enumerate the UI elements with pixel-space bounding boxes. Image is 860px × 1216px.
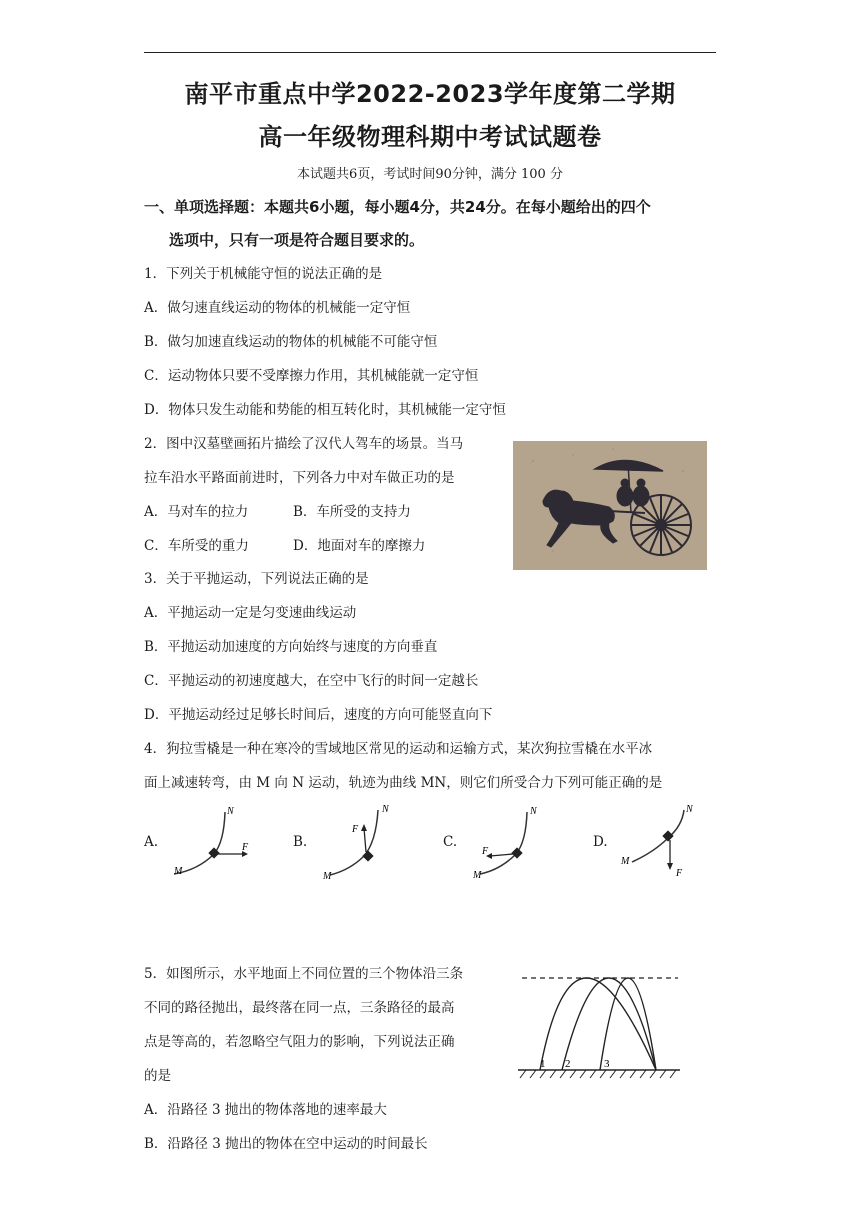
q2-stem-2: 拉车沿水平路面前进时，下列各力中对车做正功的是	[144, 470, 455, 486]
path-label-2: 2	[565, 1058, 571, 1070]
section-heading-cont: 选项中，只有一项是符合题目要求的。	[169, 231, 425, 249]
label-n: N	[382, 804, 389, 815]
path-label-3: 3	[604, 1058, 610, 1070]
q4-option-c-figure	[470, 802, 560, 882]
q5-option-b: B．沿路径 3 抛出的物体在空中运动的时间最长	[144, 1136, 428, 1152]
q2-stem-1: 2．图中汉墓壁画拓片描绘了汉代人驾车的场景。当马	[144, 436, 464, 452]
q3-option-c: C．平抛运动的初速度越大，在空中飞行的时间一定越长	[144, 673, 479, 689]
q1-option-b: B．做匀加速直线运动的物体的机械能不可能守恒	[144, 334, 438, 350]
label-m: M	[621, 856, 630, 867]
q1-option-c: C．运动物体只要不受摩擦力作用，其机械能就一定守恒	[144, 368, 479, 384]
q5-option-a: A．沿路径 3 抛出的物体落地的速率最大	[144, 1102, 387, 1118]
q5-stem-1: 5．如图所示，水平地面上不同位置的三个物体沿三条	[144, 966, 464, 982]
q4-option-d-label: D.	[593, 834, 608, 850]
q4-option-b-figure	[320, 800, 410, 885]
q4-stem-1: 4．狗拉雪橇是一种在寒冷的雪域地区常见的运动和运输方式，某次狗拉雪橇在水平冰	[144, 741, 653, 757]
header-rule	[144, 52, 716, 53]
q2-option-d: D．地面对车的摩擦力	[293, 538, 426, 554]
q4-option-c-label: C.	[443, 834, 458, 850]
label-m: M	[323, 871, 332, 882]
exam-title: 南平市重点中学2022-2023学年度第二学期	[184, 80, 676, 108]
q4-option-a-figure	[168, 802, 258, 882]
chariot-illustration	[513, 441, 707, 570]
q3-option-d: D．平抛运动经过足够长时间后，速度的方向可能竖直向下	[144, 707, 493, 723]
q4-option-b-label: B.	[293, 834, 308, 850]
label-f: F	[352, 824, 359, 835]
exam-subtitle-title: 高一年级物理科期中考试试题卷	[258, 123, 602, 151]
q4-option-a-label: A.	[144, 834, 159, 850]
q5-trajectory-figure	[514, 966, 684, 1082]
label-n: N	[530, 806, 537, 817]
label-m: M	[473, 870, 482, 881]
q2-option-c: C．车所受的重力	[144, 538, 249, 554]
label-f: F	[482, 846, 489, 857]
q1-option-d: D．物体只发生动能和势能的相互转化时，其机械能一定守恒	[144, 402, 506, 418]
q1-option-a: A．做匀速直线运动的物体的机械能一定守恒	[144, 300, 411, 316]
label-f: F	[676, 868, 683, 879]
q4-option-d-figure	[618, 800, 698, 885]
q5-stem-3: 点是等高的，若忽略空气阻力的影响，下列说法正确	[144, 1034, 455, 1050]
q2-option-a: A．马对车的拉力	[144, 504, 249, 520]
label-f: F	[242, 842, 249, 853]
q2-option-b: B．车所受的支持力	[293, 504, 411, 520]
chariot-rubbing-image	[513, 441, 707, 570]
q5-stem-2: 不同的路径抛出，最终落在同一点，三条路径的最高	[144, 1000, 455, 1016]
exam-info: 本试题共6页，考试时间90分钟，满分 100 分	[297, 167, 563, 182]
section-heading: 一、单项选择题：本题共6小题，每小题4分，共24分。在每小题给出的四个	[144, 198, 651, 216]
label-n: N	[227, 806, 234, 817]
q1-stem: 1．下列关于机械能守恒的说法正确的是	[144, 266, 383, 282]
q5-stem-4: 的是	[144, 1068, 171, 1084]
label-m: M	[174, 866, 183, 877]
q4-stem-2: 面上减速转弯，由 M 向 N 运动，轨迹为曲线 MN，则它们所受合力下列可能正确的是	[144, 775, 663, 791]
label-n: N	[686, 804, 693, 815]
q3-option-a: A．平抛运动一定是匀变速曲线运动	[144, 605, 357, 621]
q3-stem: 3．关于平抛运动，下列说法正确的是	[144, 571, 369, 587]
q3-option-b: B．平抛运动加速度的方向始终与速度的方向垂直	[144, 639, 438, 655]
path-label-1: 1	[540, 1058, 546, 1070]
